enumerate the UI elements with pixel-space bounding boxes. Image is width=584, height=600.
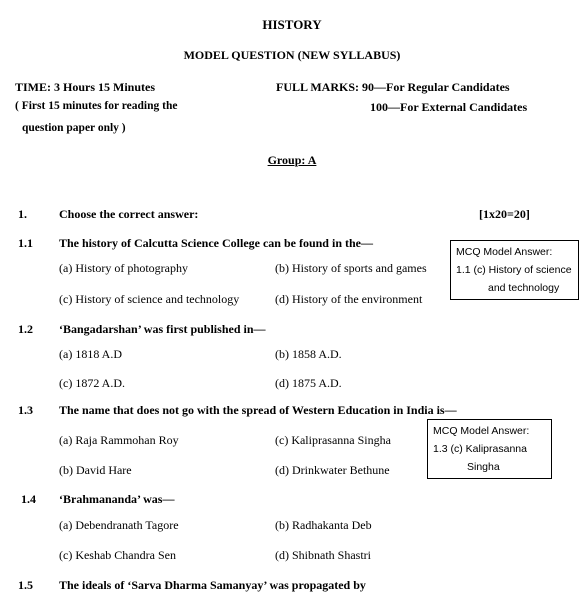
full-marks-external: 100—For External Candidates [370, 100, 528, 114]
option-c: (c) Keshab Chandra Sen [59, 548, 176, 562]
question-number: 1.4 [21, 492, 36, 506]
section-number: 1. [18, 207, 27, 221]
answer-box-title: MCQ Model Answer: [456, 246, 553, 258]
question-number: 1.3 [18, 403, 33, 417]
option-a: (a) Raja Rammohan Roy [59, 433, 179, 447]
question-number: 1.5 [18, 578, 33, 592]
reading-note-line-2: question paper only ) [22, 122, 126, 134]
option-b: (b) History of sports and games [275, 261, 427, 275]
question-text: ‘Bangadarshan’ was first published in— [59, 322, 266, 336]
option-c: (c) Kaliprasanna Singha [275, 433, 391, 447]
question-number: 1.1 [18, 236, 33, 250]
option-c: (c) 1872 A.D. [59, 376, 125, 390]
option-d: (d) Drinkwater Bethune [275, 463, 390, 477]
answer-box-title: MCQ Model Answer: [433, 425, 530, 437]
question-text: The name that does not go with the spread of Western Education in India is— [59, 403, 457, 417]
answer-box-line-2: Singha [467, 461, 500, 473]
option-d: (d) History of the environment [275, 292, 423, 306]
option-b: (b) 1858 A.D. [275, 347, 342, 361]
option-a: (a) 1818 A.D [59, 347, 122, 361]
option-d: (d) Shibnath Shastri [275, 548, 371, 562]
section-marks: [1x20=20] [479, 207, 530, 221]
option-c: (c) History of science and technology [59, 292, 240, 306]
mcq-answer-box [427, 419, 552, 479]
mcq-answer-box [450, 240, 579, 300]
section-instruction: Choose the correct answer: [59, 207, 199, 221]
question-text: The history of Calcutta Science College can be found in the— [59, 236, 373, 250]
option-d: (d) 1875 A.D. [275, 376, 342, 390]
question-text: ‘Brahmananda’ was— [59, 492, 175, 506]
option-b: (b) Radhakanta Deb [275, 518, 372, 532]
group-heading: Group: A [267, 153, 317, 167]
answer-box-line-2: and technology [488, 282, 560, 294]
question-text: The ideals of ‘Sarva Dharma Samanyay’ was propagated by [59, 578, 366, 592]
paper-title: MODEL QUESTION (NEW SYLLABUS) [183, 48, 401, 62]
subject-title: HISTORY [262, 17, 322, 32]
answer-box-line-1: 1.3 (c) Kaliprasanna [433, 443, 527, 455]
option-a: (a) History of photography [59, 261, 188, 275]
reading-note-line-1: ( First 15 minutes for reading the [15, 100, 178, 112]
time-info: TIME: 3 Hours 15 Minutes [15, 80, 156, 94]
question-number: 1.2 [18, 322, 33, 336]
full-marks-regular: FULL MARKS: 90—For Regular Candidates [276, 80, 510, 94]
option-a: (a) Debendranath Tagore [59, 518, 179, 532]
option-b: (b) David Hare [59, 463, 132, 477]
answer-box-line-1: 1.1 (c) History of science [456, 264, 572, 276]
